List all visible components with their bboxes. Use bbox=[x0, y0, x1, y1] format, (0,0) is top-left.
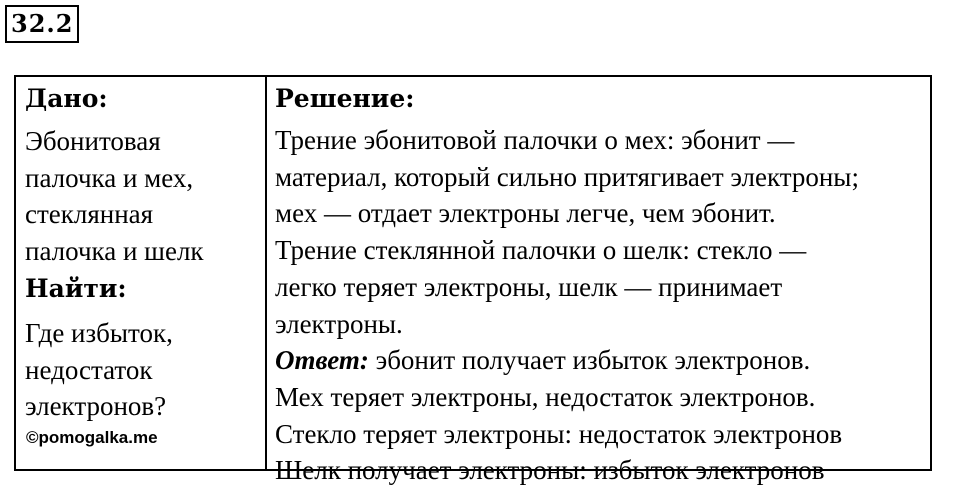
answer-text: эбонит получает избыток электронов. bbox=[368, 345, 811, 376]
solution-column bbox=[267, 77, 930, 486]
answer-line bbox=[275, 342, 930, 379]
given-column bbox=[16, 77, 267, 469]
solution-line: мех — отдает электроны легче, чем эбонит. bbox=[275, 198, 776, 229]
solution-line: материал, который сильно притягивает электроны; bbox=[275, 161, 859, 192]
solution-line: Трение стеклянной палочки о шелк: стекло — bbox=[275, 235, 807, 266]
given-heading: Дано: bbox=[25, 84, 108, 113]
find-line: недостаток bbox=[25, 354, 153, 385]
watermark: ©pomogalka.me bbox=[26, 428, 158, 447]
solution-heading: Решение: bbox=[275, 84, 415, 113]
task-table bbox=[14, 75, 932, 486]
find-line: электронов? bbox=[25, 391, 167, 421]
answer-line: Шелк получает электроны: избыток электронов bbox=[275, 455, 825, 486]
solution-line: Трение эбонитовой палочки о мех: эбонит — bbox=[275, 125, 795, 155]
answer-line: Мех теряет электроны, недостаток электронов. bbox=[275, 381, 816, 412]
given-line: палочка и мех, bbox=[25, 162, 194, 193]
problem-number: 32.2 bbox=[5, 5, 79, 43]
answer-label: Ответ: bbox=[275, 345, 369, 376]
given-line: палочка и шелк bbox=[25, 235, 204, 266]
given-line: Эбонитовая bbox=[25, 126, 161, 156]
solution-line: легко теряет электроны, шелк — принимает bbox=[275, 271, 783, 302]
given-text bbox=[25, 123, 265, 269]
solution-text bbox=[275, 122, 930, 489]
find-line: Где избыток, bbox=[25, 318, 173, 348]
given-line: стеклянная bbox=[25, 199, 154, 229]
find-heading: Найти: bbox=[25, 274, 127, 303]
find-text bbox=[25, 315, 265, 425]
solution-line: электроны. bbox=[275, 308, 403, 339]
answer-line: Стекло теряет электроны: недостаток электронов bbox=[275, 418, 843, 449]
